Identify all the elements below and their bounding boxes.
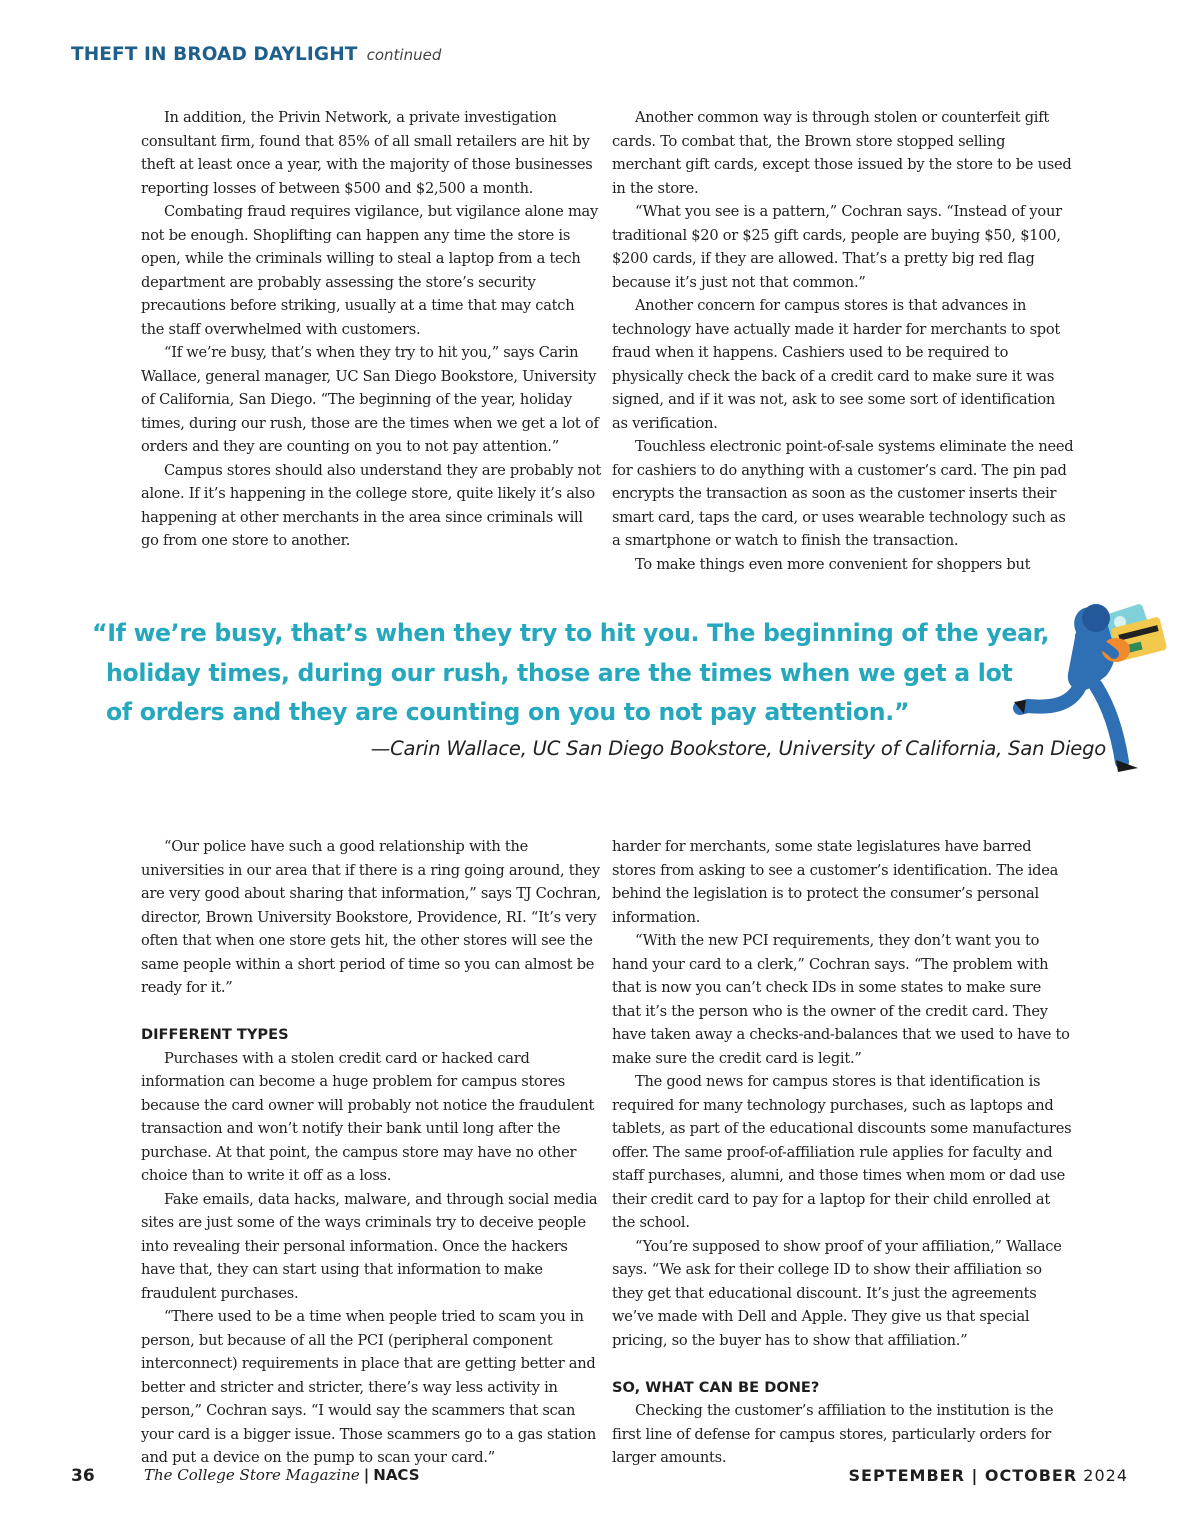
pull-quote bbox=[92, 614, 1092, 733]
body-paragraphs bbox=[612, 1399, 1074, 1470]
column-top-right bbox=[612, 106, 1074, 576]
subheading-different-types: DIFFERENT TYPES bbox=[141, 1026, 289, 1043]
paragraph: Touchless electronic point-of-sale systems eliminate the need for cashiers to do anything with a customer’s card. The pin pad encrypts the transaction as soon as the customer inserts their smart card, taps the card, or uses wearable technology such as a smartphone or watch to finish the transaction. bbox=[612, 438, 1074, 549]
column-bottom-right bbox=[612, 835, 1074, 1470]
paragraph: harder for merchants, some state legislatures have barred stores from asking to see a customer’s identification. The idea behind the legislation is to protect the consumer’s personal information. bbox=[612, 838, 1059, 926]
paragraph: To make things even more convenient for shoppers but bbox=[635, 555, 1031, 573]
pull-quote-line: “If we’re busy, that’s when they try to hit you. The beginning of the year, bbox=[92, 619, 1050, 647]
continued-label: continued bbox=[366, 46, 442, 64]
paragraph: Fake emails, data hacks, malware, and through social media sites are just some of the ways criminals try to deceive people into revealing their personal information. Once the hackers have that, they can start using that information to make fraudulent purchases. bbox=[141, 1190, 598, 1302]
paragraph: The good news for campus stores is that identification is required for many technology purchases, such as laptops and tablets, as part of the educational discounts some manufactures offer. The same proof-of-affiliation rule applies for faculty and staff purchases, alumni, and those times when mom or dad use their credit card to pay for a laptop for their child enrolled at the school. bbox=[612, 1073, 1072, 1231]
pull-quote-attribution: —Carin Wallace, UC San Diego Bookstore, University of California, San Diego bbox=[370, 737, 1106, 760]
column-top-left bbox=[141, 106, 601, 553]
paragraph: Purchases with a stolen credit card or hacked card information can become a huge problem for campus stores because the card owner will probably not notice the fraudulent transaction and won’t notify their bank until long after the purchase. At that point, the campus store may have no other choice than to write it off as a loss. bbox=[141, 1049, 595, 1184]
paragraph: “With the new PCI requirements, they don’t want you to hand your card to a clerk,” Cochran says. “The problem with that is now you can’t check IDs in some states to make sure that it’s the person who is the owner of the credit card. They have taken away a checks-and-balances that we used to have to make sure the credit card is legit.” bbox=[612, 932, 1070, 1067]
running-thief-icon bbox=[1010, 596, 1170, 776]
paragraph: “You’re supposed to show proof of your affiliation,” Wallace says. “We ask for their college ID to show their affiliation so they get that educational discount. It’s just the agreements we’ve made with Dell and Apple. They give us that special pricing, so the buyer has to show that affiliation.” bbox=[612, 1237, 1062, 1349]
subheading-what-can-be-done: SO, WHAT CAN BE DONE? bbox=[612, 1378, 820, 1396]
issue-months: SEPTEMBER | OCTOBER bbox=[848, 1466, 1078, 1485]
section-header bbox=[71, 44, 441, 65]
paragraph: Campus stores should also understand they are probably not alone. If it’s happening in the college store, quite likely it’s also happening at other merchants in the area since criminals will go from one store to another. bbox=[141, 461, 601, 549]
page-footer bbox=[71, 1466, 1128, 1490]
paragraph: “There used to be a time when people tried to scam you in person, but because of all the PCI (peripheral component interconnect) requirements in place that are getting better and better and stricter and stricter, there’s way less activity in person,” Cochran says. “I would say the scammers that scan your card is a bigger issue. Those scammers go to a gas station and put a device on the pump to scan your card.” bbox=[141, 1308, 596, 1466]
paragraph: Checking the customer’s affiliation to the institution is the first line of defense for campus stores, particularly orders for larger amounts. bbox=[612, 1402, 1054, 1466]
paragraph: “What you see is a pattern,” Cochran says. “Instead of your traditional $20 or $25 gift cards, people are buying $50, $100, $200 cards, if they are allowed. That’s a pretty big red flag because it’s just not that common.” bbox=[612, 203, 1062, 291]
paragraph: “If we’re busy, that’s when they try to hit you,” says Carin Wallace, general manager, UC San Diego Bookstore, University of California, San Diego. “The beginning of the year, holiday times, during our rush, those are the times when we get a lot of orders and they are counting on you to not pay attention.” bbox=[141, 344, 599, 455]
intro-paragraphs bbox=[141, 835, 601, 1000]
footer-separator: | bbox=[363, 1466, 370, 1484]
org-name: NACS bbox=[373, 1466, 420, 1484]
magazine-name bbox=[144, 1466, 420, 1484]
pull-quote-line: holiday times, during our rush, those are the times when we get a lot bbox=[106, 658, 1013, 687]
body-paragraphs bbox=[141, 1047, 601, 1470]
paragraph: “Our police have such a good relationship with the universities in our area that if there is a ring going around, they are very good about sharing that information,” says TJ Cochran, director, Brown University Bookstore, Providence, RI. “It’s very often that when one store gets hit, the other stores will see the same people within a short period of time so you can almost be ready for it.” bbox=[141, 838, 601, 996]
paragraph: Another common way is through stolen or counterfeit gift cards. To combat that, the Brown store stopped selling merchant gift cards, except those issued by the store to be used in the store. bbox=[612, 109, 1072, 197]
paragraph: In addition, the Privin Network, a private investigation consultant firm, found that 85% of all small retailers are hit by theft at least once a year, with the majority of those businesses reporting losses of between $500 and $2,500 a month. bbox=[141, 109, 593, 197]
paragraph: Combating fraud requires vigilance, but vigilance alone may not be enough. Shoplifting can happen any time the store is open, while the criminals willing to steal a laptop from a tech department are probably assessing the store’s security precautions before striking, usually at a time that may catch the staff overwhelmed with customers. bbox=[141, 203, 598, 338]
magazine-title: The College Store Magazine bbox=[144, 1466, 360, 1484]
pull-quote-line: of orders and they are counting on you to not pay attention.” bbox=[106, 698, 910, 726]
issue-date bbox=[849, 1466, 1129, 1485]
issue-year: 2024 bbox=[1083, 1466, 1128, 1485]
page-number: 36 bbox=[71, 1466, 95, 1486]
body-paragraphs bbox=[612, 929, 1074, 1352]
paragraph: Another concern for campus stores is that advances in technology have actually made it harder for merchants to spot fraud when it happens. Cashiers used to be required to physically check the back of a credit card to make sure it was signed, and if it was not, ask to see some sort of identification as verification. bbox=[612, 297, 1061, 432]
column-bottom-left bbox=[141, 835, 601, 1470]
article-title: THEFT IN BROAD DAYLIGHT bbox=[71, 44, 358, 65]
